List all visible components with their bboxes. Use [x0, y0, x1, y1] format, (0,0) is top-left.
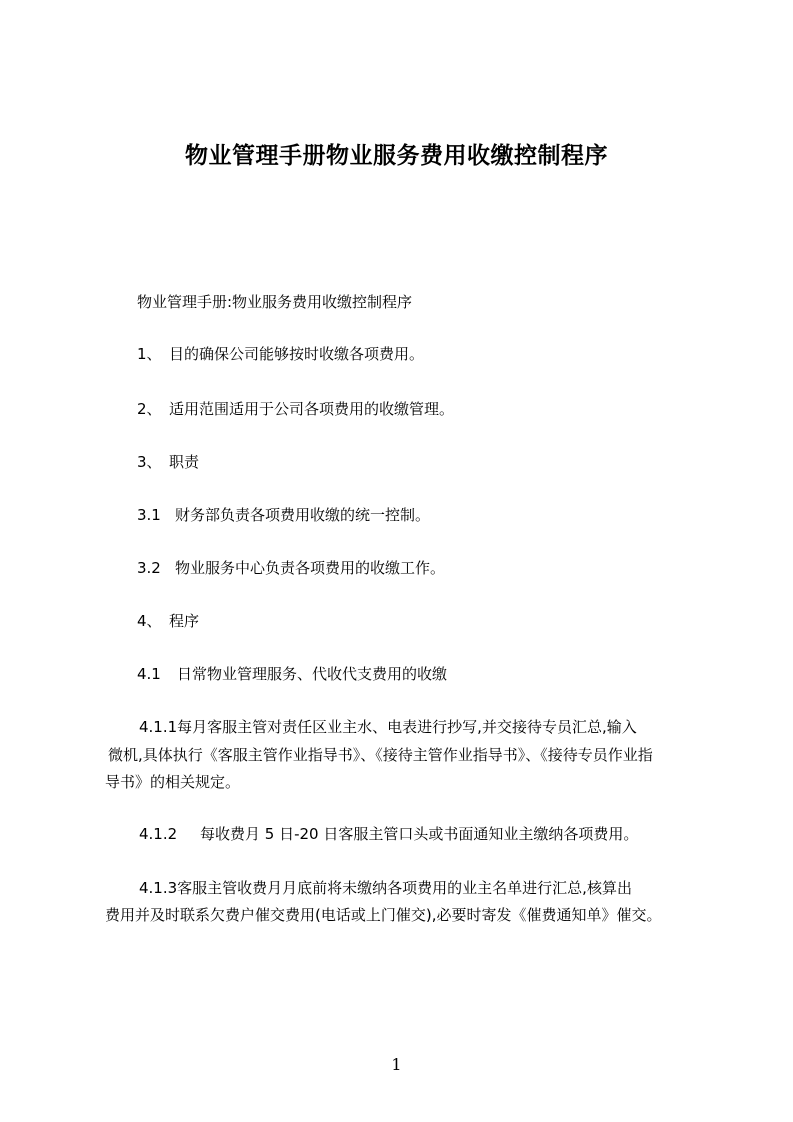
- document-title: 物业管理手册物业服务费用收缴控制程序: [185, 143, 608, 169]
- section-4-1-2: [139, 822, 638, 846]
- section-4-1: [137, 662, 447, 686]
- section-number: 3.2: [137, 559, 161, 577]
- paragraph-line: 费用并及时联系欠费户催交费用(电话或上门催交),必要时寄发《催费通知单》催交。: [105, 906, 662, 924]
- section-2: [137, 397, 454, 421]
- section-text: 职责: [169, 453, 200, 471]
- section-number: 1、: [137, 345, 162, 363]
- section-text: 每月客服主管对责任区业主水、电表进行抄写,并交接待专员汇总,输入: [177, 718, 637, 736]
- paragraph-line: [139, 715, 637, 739]
- section-number: 4.1.1: [139, 718, 178, 736]
- section-number: 4.1: [137, 665, 161, 683]
- section-text: 目的确保公司能够按时收缴各项费用。: [169, 345, 425, 363]
- section-text: 财务部负责各项费用收缴的统一控制。: [175, 506, 431, 524]
- section-3: [137, 450, 199, 474]
- section-number: 3.1: [137, 506, 161, 524]
- section-text: 客服主管收费月月底前将未缴纳各项费用的业主名单进行汇总,核算出: [177, 879, 632, 897]
- section-number: 4、: [137, 612, 162, 630]
- paragraph-line: 导书》的相关规定。: [105, 773, 241, 791]
- section-text: 适用范围适用于公司各项费用的收缴管理。: [169, 400, 455, 418]
- section-text: 程序: [169, 612, 200, 630]
- section-text: 物业服务中心负责各项费用的收缴工作。: [175, 559, 446, 577]
- paragraph-line: [139, 876, 632, 900]
- document-subtitle: 物业管理手册:物业服务费用收缴控制程序: [137, 293, 413, 311]
- section-3-2: [137, 556, 445, 580]
- section-number: 4.1.2: [139, 825, 178, 843]
- section-number: 3、: [137, 453, 162, 471]
- section-number: 2、: [137, 400, 162, 418]
- section-4: [137, 609, 199, 633]
- paragraph-line: 微机,具体执行《客服主管作业指导书》、《接待主管作业指导书》、《接待专员作业指: [108, 746, 653, 764]
- section-text: 每收费月 5 日-20 日客服主管口头或书面通知业主缴纳各项费用。: [200, 825, 639, 843]
- section-number: 4.1.3: [139, 879, 178, 897]
- section-3-1: [137, 503, 430, 527]
- section-1: [137, 342, 424, 366]
- section-text: 日常物业管理服务、代收代支费用的收缴: [177, 665, 448, 683]
- page-number: 1: [391, 1055, 402, 1074]
